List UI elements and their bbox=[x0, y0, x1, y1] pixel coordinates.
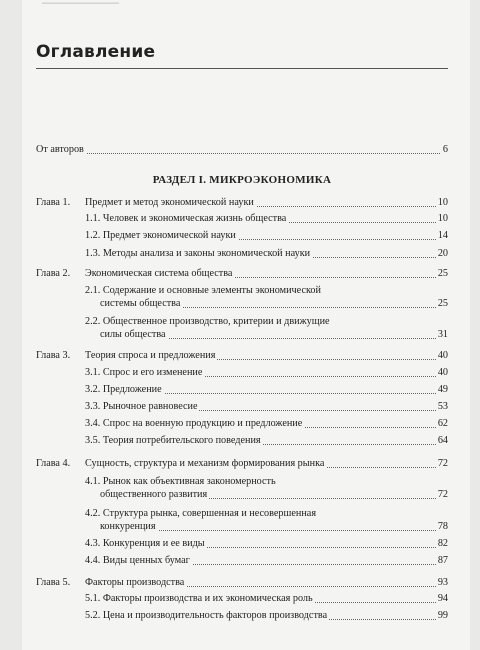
toc-entry-title: От авторов bbox=[36, 144, 84, 155]
toc-chapter-5[interactable] bbox=[85, 577, 448, 589]
toc-item[interactable]: 3.3. Рыночное равновесие 53 bbox=[85, 401, 448, 412]
toc-item[interactable]: 4.4. Виды ценных бумаг 87 bbox=[85, 555, 448, 566]
toc-page-number: 25 bbox=[437, 268, 448, 279]
toc-page-number: 6 bbox=[442, 144, 448, 155]
toc-chapter-title: Экономическая система общества bbox=[85, 268, 233, 279]
toc-item[interactable]: 1.3. Методы анализа и законы экономической науки 20 bbox=[85, 248, 448, 259]
page-title: Оглавление bbox=[36, 42, 156, 62]
toc-chapter-3[interactable] bbox=[85, 350, 448, 362]
toc-page-number: 10 bbox=[437, 197, 448, 208]
toc-chapter-2[interactable] bbox=[85, 268, 448, 280]
toc-page-number: 72 bbox=[437, 489, 448, 500]
toc-page-number: 49 bbox=[437, 384, 448, 395]
toc-item[interactable]: 3.2. Предложение 49 bbox=[85, 384, 448, 395]
toc-item[interactable]: 5.1. Факторы производства и их экономическая роль 94 bbox=[85, 593, 448, 604]
toc-item[interactable]: 5.2. Цена и производительность факторов производства 99 bbox=[85, 610, 448, 621]
toc-item[interactable]: системы общества 25 bbox=[100, 298, 448, 309]
toc-page-number: 40 bbox=[437, 367, 448, 378]
toc-item-line1: 2.1. Содержание и основные элементы экономической bbox=[85, 285, 321, 296]
toc-chapter-1[interactable] bbox=[85, 197, 448, 209]
toc-entry-authors[interactable] bbox=[36, 144, 448, 156]
toc-page-number: 40 bbox=[437, 350, 448, 361]
toc-item[interactable]: силы общества 31 bbox=[100, 329, 448, 340]
toc-item[interactable]: 3.5. Теория потребительского поведения 64 bbox=[85, 435, 448, 446]
chapter-label: Глава 3. bbox=[36, 350, 71, 361]
toc-item[interactable]: 4.3. Конкуренция и ее виды 82 bbox=[85, 538, 448, 549]
toc-chapter-title: Предмет и метод экономической науки bbox=[85, 197, 254, 208]
toc-item[interactable]: 1.2. Предмет экономической науки 14 bbox=[85, 230, 448, 241]
toc-page-number: 25 bbox=[437, 298, 448, 309]
chapter-label: Глава 2. bbox=[36, 268, 71, 279]
bleed-through-text: ▔▔▔▔▔▔▔▔▔▔ bbox=[42, 4, 119, 15]
toc-item[interactable]: общественного развития 72 bbox=[100, 489, 448, 500]
toc-item[interactable]: конкуренция 78 bbox=[100, 521, 448, 532]
toc-page-number: 87 bbox=[437, 555, 448, 566]
toc-chapter-4[interactable] bbox=[85, 458, 448, 470]
toc-item-line1: 4.1. Рынок как объективная закономерность bbox=[85, 476, 276, 487]
toc-page-number: 94 bbox=[437, 593, 448, 604]
toc-item[interactable]: 3.4. Спрос на военную продукцию и предложение 62 bbox=[85, 418, 448, 429]
toc-page-number: 64 bbox=[437, 435, 448, 446]
chapter-label: Глава 5. bbox=[36, 577, 71, 588]
toc-item[interactable]: 3.1. Спрос и его изменение 40 bbox=[85, 367, 448, 378]
toc-item[interactable]: 1.1. Человек и экономическая жизнь общества 10 bbox=[85, 213, 448, 224]
toc-page-number: 78 bbox=[437, 521, 448, 532]
chapter-label: Глава 1. bbox=[36, 197, 71, 208]
toc-item-line1: 4.2. Структура рынка, совершенная и несовершенная bbox=[85, 508, 316, 519]
toc-page-number: 31 bbox=[437, 329, 448, 340]
title-underline bbox=[36, 68, 448, 69]
toc-page-number: 72 bbox=[437, 458, 448, 469]
toc-page-number: 93 bbox=[437, 577, 448, 588]
toc-item-line1: 2.2. Общественное производство, критерии и движущие bbox=[85, 316, 330, 327]
toc-chapter-title: Факторы производства bbox=[85, 577, 185, 588]
toc-page-number: 10 bbox=[437, 213, 448, 224]
toc-page-number: 99 bbox=[437, 610, 448, 621]
chapter-label: Глава 4. bbox=[36, 458, 71, 469]
toc-chapter-title: Сущность, структура и механизм формирования рынка bbox=[85, 458, 325, 469]
toc-page-number: 14 bbox=[437, 230, 448, 241]
toc-page-number: 62 bbox=[437, 418, 448, 429]
toc-page-number: 53 bbox=[437, 401, 448, 412]
toc-chapter-title: Теория спроса и предложения bbox=[85, 350, 216, 361]
toc-page-number: 82 bbox=[437, 538, 448, 549]
toc-page-number: 20 bbox=[437, 248, 448, 259]
section-title: РАЗДЕЛ I. МИКРОЭКОНОМИКА bbox=[152, 174, 332, 186]
